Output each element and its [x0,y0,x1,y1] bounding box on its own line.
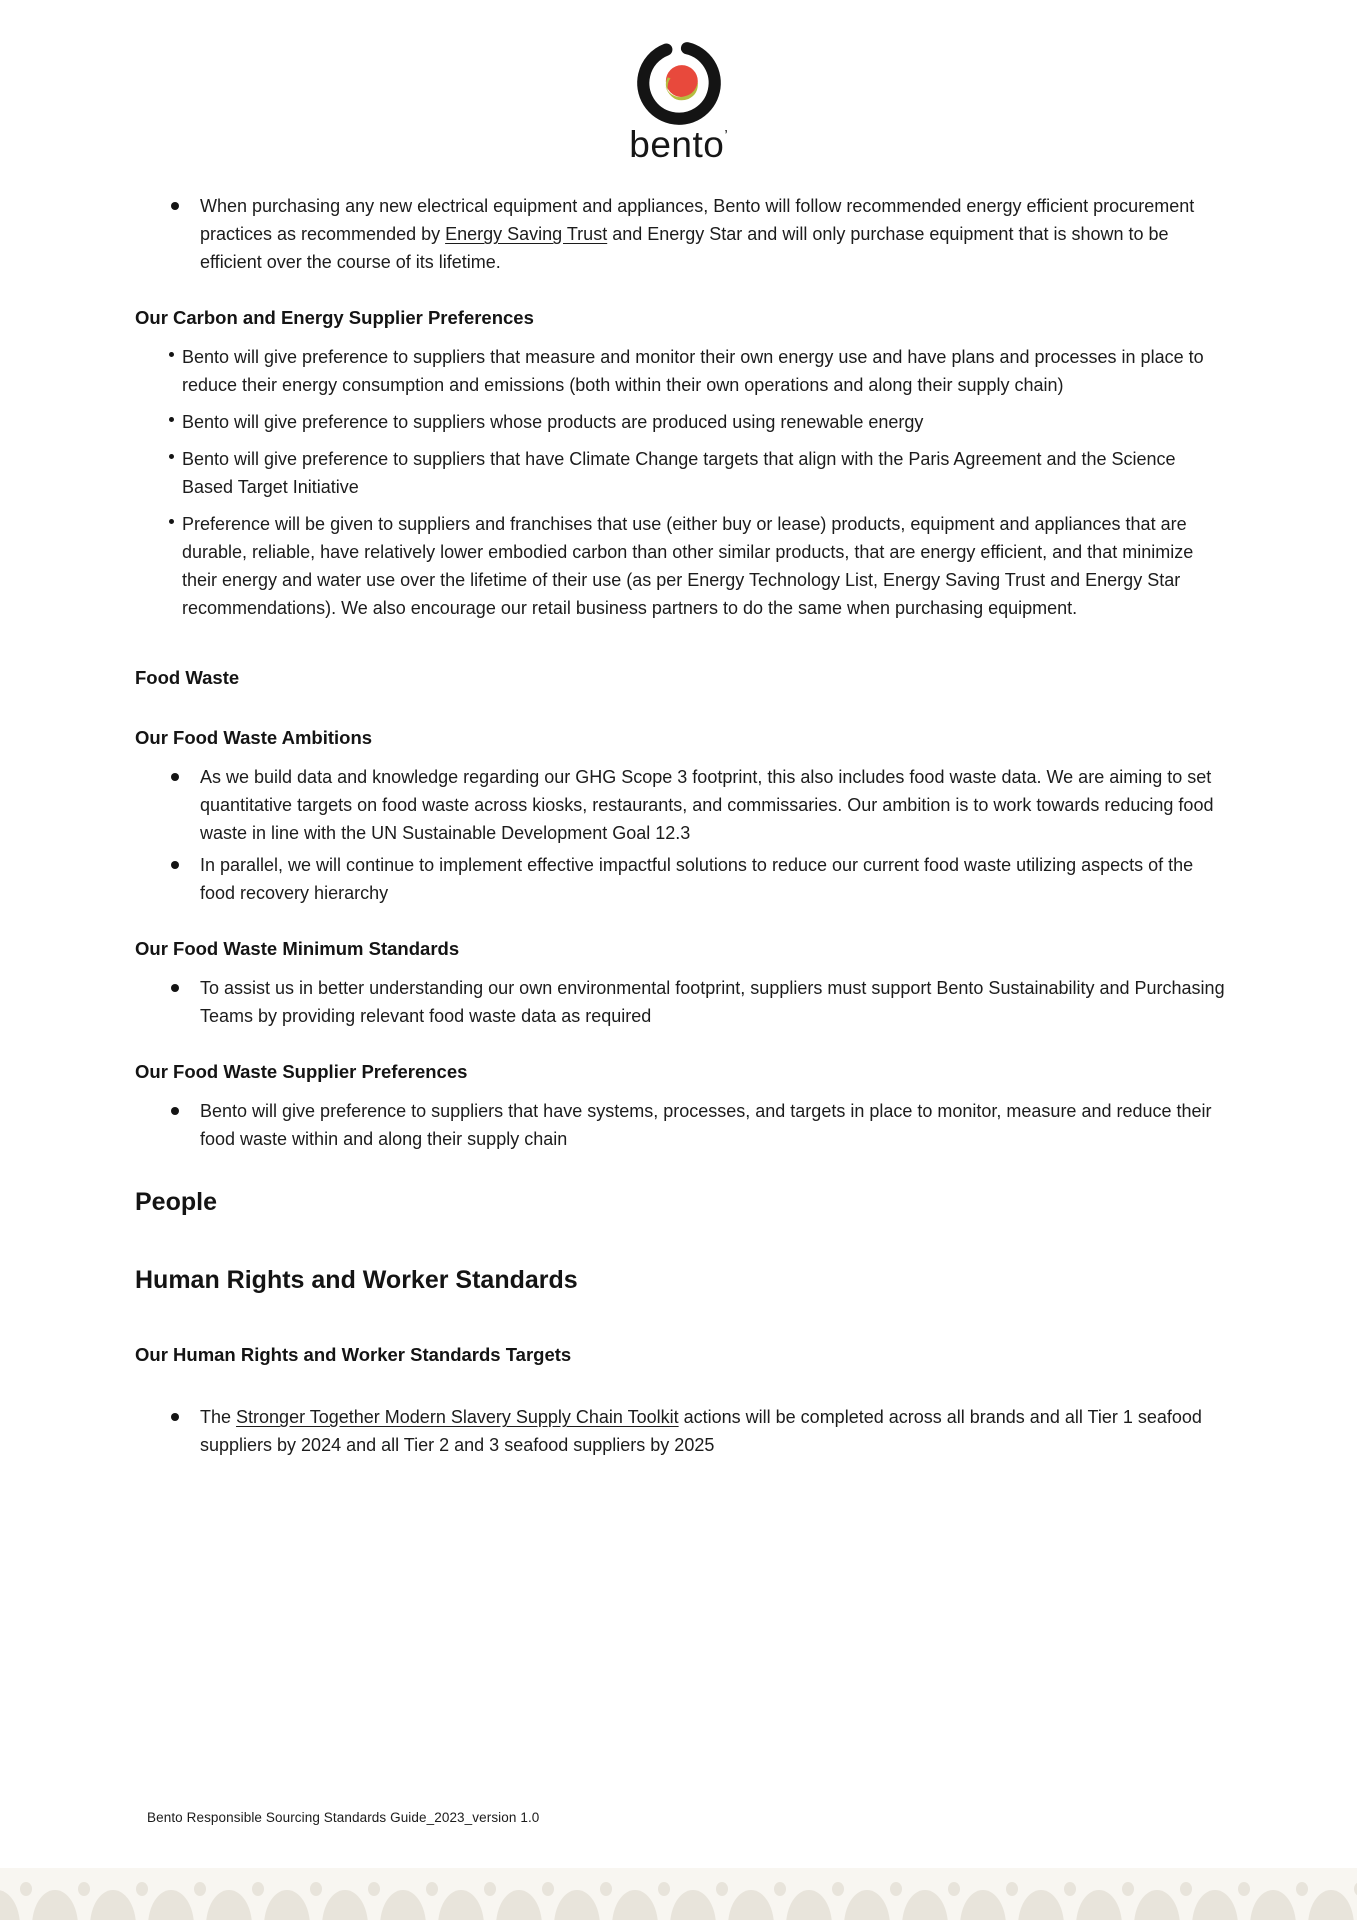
list-item-text: In parallel, we will continue to implement effective impactful solutions to reduce our current food waste utilizing aspects of the food recovery hierarchy [200,855,1194,903]
deco-egg-shape [200,1868,258,1920]
list-item-text: Bento will give preference to suppliers that measure and monitor their own energy use and have plans and processes in place to reduce their energy consumption and emissions (both within their own operations and along their supply chain) [182,347,1204,395]
deco-egg-shape [84,1868,142,1920]
deco-egg-shape [1186,1868,1244,1920]
deco-egg-shape [1302,1868,1357,1920]
deco-pattern-row [0,1868,1357,1920]
section-heading-carbon-energy: Our Carbon and Energy Supplier Preferences [135,307,534,328]
trademark-mark: ’ [724,127,728,144]
text-segment: The [200,1407,237,1427]
bullet-icon [171,861,179,869]
chapter-heading-people: People [135,1188,217,1216]
deco-egg-shape [1012,1868,1070,1920]
list-item [135,445,1227,501]
deco-egg-shape [316,1868,374,1920]
list-item-text: Bento will give preference to suppliers whose products are produced using renewable energy [182,412,924,432]
brand-wordmark: bento [629,124,725,165]
text-segment: and Energy Star and will only purchase equipment that is shown to be efficient over the course of its lifetime. [200,224,1169,272]
bullet-icon [169,519,174,524]
list-item-text: To assist us in better understanding our own environmental footprint, suppliers must support Bento Sustainability and Purchasing Teams by providing relevant food waste data as required [200,978,1225,1026]
bento-logo-icon [632,36,726,130]
bullet-icon [171,202,179,210]
deco-egg-shape [838,1868,896,1920]
food-waste-ambitions-list [135,763,1227,907]
bullet-icon [169,417,174,422]
human-rights-targets-list [135,1403,1227,1459]
bullet-icon [169,454,174,459]
section-heading-food-waste-ambitions: Our Food Waste Ambitions [135,727,373,748]
list-item-text: Bento will give preference to suppliers that have Climate Change targets that align with the Paris Agreement and the Science Based Target Initiative [182,449,1176,497]
text-segment: When purchasing any new electrical equipment and appliances, Bento will follow recommended energy efficient procurement practices as recommended by [200,196,1195,244]
deco-egg-shape [722,1868,780,1920]
linked-text[interactable]: Energy Saving Trust [445,224,608,244]
deco-egg-shape [26,1868,84,1920]
list-item-text: Bento will give preference to suppliers that have systems, processes, and targets in place to monitor, measure and reduce their food waste within and along their supply chain [200,1101,1212,1149]
chapter-heading-human-rights: Human Rights and Worker Standards [135,1266,578,1294]
food-waste-supplier-list [135,1097,1227,1153]
bullet-icon [171,1107,179,1115]
list-item [135,851,1227,907]
bullet-icon [171,773,179,781]
deco-egg-shape [606,1868,664,1920]
bullet-icon [169,352,174,357]
list-item-text [200,1407,1202,1455]
text-segment: actions will be completed across all brands and all Tier 1 seafood suppliers by 2024 and all Tier 2 and 3 seafood suppliers by 2025 [200,1407,1202,1455]
linked-text[interactable]: Stronger Together Modern Slavery Supply Chain Toolkit [236,1407,679,1427]
document-footer: Bento Responsible Sourcing Standards Guide_2023_version 1.0 [147,1810,540,1825]
list-item [135,408,1227,436]
deco-egg-shape [896,1868,954,1920]
carbon-preferences-list [135,343,1227,622]
list-item-text: Preference will be given to suppliers and franchises that use (either buy or lease) products, equipment and appliances that are durable, reliable, have relatively lower embodied carbon than other similar products, that are energy efficient, and that minimize their energy and water use over the lifetime of their use (as per Energy Technology List, Energy Saving Trust and Energy Star recommendations). We also encourage our retail business partners to do the same when purchasing equipment. [182,514,1194,618]
section-heading-human-rights-targets: Our Human Rights and Worker Standards Targets [135,1344,572,1365]
list-item [135,1097,1227,1153]
list-item-text: As we build data and knowledge regarding our GHG Scope 3 footprint, this also includes food waste data. We are aiming to set quantitative targets on food waste across kiosks, restaurants, and commissaries. Our ambition is to work towards reducing food waste in line with the UN Sustainable Development Goal 12.3 [200,767,1214,843]
bento-logo [0,36,1357,163]
section-heading-food-waste-supplier: Our Food Waste Supplier Preferences [135,1061,468,1082]
deco-egg-shape [432,1868,490,1920]
list-item-text [200,196,1194,272]
bullet-icon [171,984,179,992]
deco-egg-shape [1128,1868,1186,1920]
decorative-bottom-band [0,1868,1357,1920]
section-heading-food-waste-minimum: Our Food Waste Minimum Standards [135,938,460,959]
intro-bullet-list [135,192,1227,276]
deco-egg-shape [1244,1868,1302,1920]
list-item [135,974,1227,1030]
deco-egg-shape [490,1868,548,1920]
list-item [135,510,1227,622]
list-item [135,763,1227,847]
list-item [135,343,1227,399]
section-heading-food-waste: Food Waste [135,667,240,688]
list-item [135,1403,1227,1459]
deco-egg-shape [374,1868,432,1920]
deco-egg-shape [954,1868,1012,1920]
deco-egg-shape [258,1868,316,1920]
document-content [135,192,1227,1459]
deco-egg-shape [780,1868,838,1920]
bullet-icon [171,1413,179,1421]
deco-egg-shape [1070,1868,1128,1920]
food-waste-minimum-list [135,974,1227,1030]
deco-egg-shape [142,1868,200,1920]
deco-egg-shape [664,1868,722,1920]
list-item [135,192,1227,276]
deco-egg-shape [548,1868,606,1920]
